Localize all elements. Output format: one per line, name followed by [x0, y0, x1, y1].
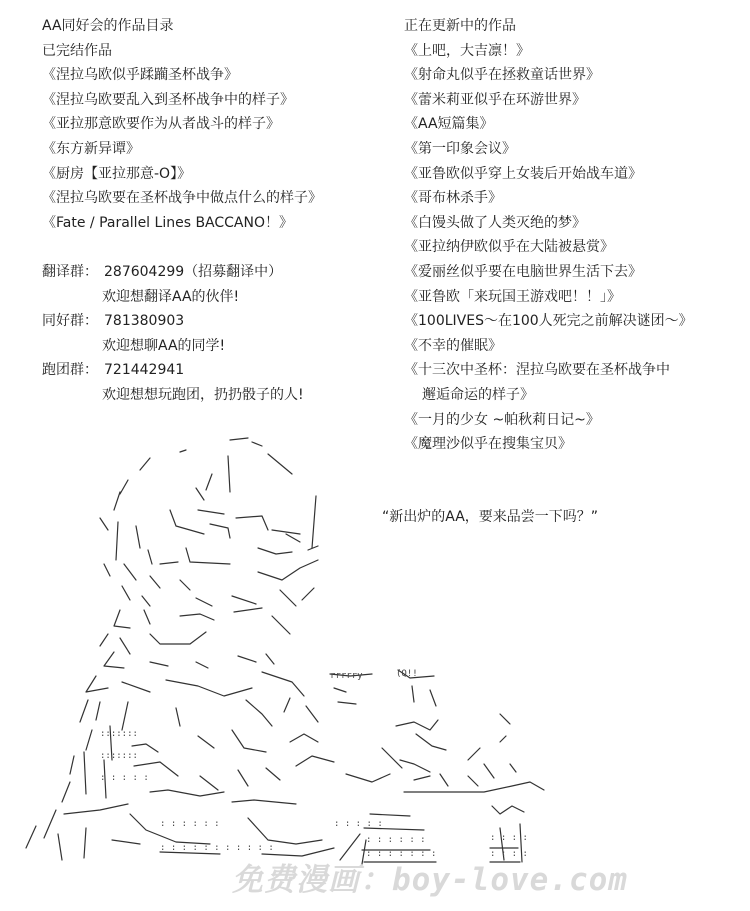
ongoing-work-5: 《第一印象会议》 — [404, 140, 516, 157]
svg-text:: : : : : : :: : : : : : : : — [366, 849, 437, 859]
rp-group-number: 721442941 — [104, 362, 185, 379]
ongoing-work-2: 《射命丸似乎在拯救童话世界》 — [404, 67, 600, 84]
rp-group-label: 跑团群： — [42, 362, 98, 379]
ongoing-work-14-continued: 邂逅命运的样子》 — [422, 386, 534, 403]
completed-work-3: 《亚拉那意欧要作为从者战斗的样子》 — [42, 116, 280, 133]
completed-work-5: 《厨房【亚拉那意-O】》 — [42, 165, 192, 182]
svg-text:: : : : : :: : : : : : : — [160, 819, 220, 829]
ongoing-work-14: 《十三次中圣杯：涅拉乌欧要在圣杯战争中 — [404, 362, 670, 379]
ongoing-heading: 正在更新中的作品 — [404, 18, 516, 34]
translation-group-note: 欢迎想翻译AA的伙伴! — [102, 288, 240, 305]
ongoing-work-9: 《亚拉纳伊欧似乎在大陆被悬赏》 — [404, 239, 614, 256]
rp-group-note: 欢迎想想玩跑团，扔扔骰子的人! — [102, 386, 304, 403]
catalog-title: AA同好会的作品目录 — [42, 18, 174, 34]
watermark: 免费漫画：boy-love.com — [232, 862, 628, 898]
ongoing-work-4: 《AA短篇集》 — [404, 116, 494, 133]
ongoing-work-12: 《100LIVES～在100人死完之前解决谜团～》 — [404, 313, 693, 330]
fan-group-note: 欢迎想聊AA的同学! — [102, 337, 226, 354]
completed-work-4: 《东方新异谭》 — [42, 140, 140, 157]
ongoing-work-1: 《上吧，大吉凛！》 — [404, 42, 530, 59]
svg-text::::::::: ::::::: — [100, 729, 138, 739]
fan-group-number: 781380903 — [104, 313, 185, 330]
completed-heading: 已完结作品 — [42, 42, 112, 59]
speech-line: “新出炉的AA，要来品尝一下吗？” — [382, 509, 599, 525]
ongoing-work-8: 《白馒头做了人类灭绝的梦》 — [404, 214, 586, 231]
fan-group-label: 同好群： — [42, 313, 98, 330]
ongoing-work-16: 《魔理沙似乎在搜集宝贝》 — [404, 436, 572, 453]
translation-group-label: 翻译群： — [42, 263, 98, 280]
ongoing-work-10: 《爱丽丝似乎要在电脑世界生活下去》 — [404, 263, 642, 280]
svg-text:rrrrry: rrrrry — [330, 671, 363, 681]
rp-group — [42, 358, 372, 383]
ongoing-work-13: 《不幸的催眠》 — [404, 337, 502, 354]
ongoing-work-15: 《一月的少女 ~帕秋莉日记~》 — [404, 411, 600, 428]
svg-text:: : : :: : : : : — [490, 833, 528, 843]
svg-text:: : : : : :: : : : : : : — [366, 835, 426, 845]
svg-text::::::::: ::::::: — [100, 751, 138, 761]
ascii-art-character-illustration — [0, 430, 750, 870]
svg-text:(Q!!: (Q!! — [396, 669, 418, 679]
translation-group — [42, 260, 372, 285]
completed-work-2: 《涅拉乌欧要乱入到圣杯战争中的样子》 — [42, 91, 294, 108]
ongoing-work-6: 《亚鲁欧似乎穿上女装后开始战车道》 — [404, 165, 642, 182]
completed-work-7: 《Fate / Parallel Lines BACCANO！》 — [42, 214, 294, 231]
completed-work-1: 《涅拉乌欧似乎蹂躏圣杯战争》 — [42, 67, 238, 84]
ongoing-work-7: 《哥布林杀手》 — [404, 190, 502, 207]
translation-group-number: 287604299（招募翻译中） — [104, 263, 283, 280]
spacer — [42, 235, 372, 260]
catalog-left-column — [42, 14, 372, 408]
ongoing-work-3: 《蕾米莉亚似乎在环游世界》 — [404, 91, 586, 108]
svg-text:: : : : : : : : : : :: : : : : : : : : : : : — [160, 843, 274, 853]
svg-text:: : : : :: : : : : : — [334, 819, 383, 829]
ongoing-work-11: 《亚鲁欧「来玩国王游戏吧！！」》 — [404, 288, 621, 305]
svg-text:: : : : :: : : : : : — [100, 773, 149, 783]
fan-group — [42, 309, 372, 334]
svg-text:: : : :: : : : : — [490, 849, 528, 859]
completed-work-6: 《涅拉乌欧要在圣杯战争中做点什么的样子》 — [42, 190, 322, 207]
catalog-right-column — [404, 14, 744, 457]
